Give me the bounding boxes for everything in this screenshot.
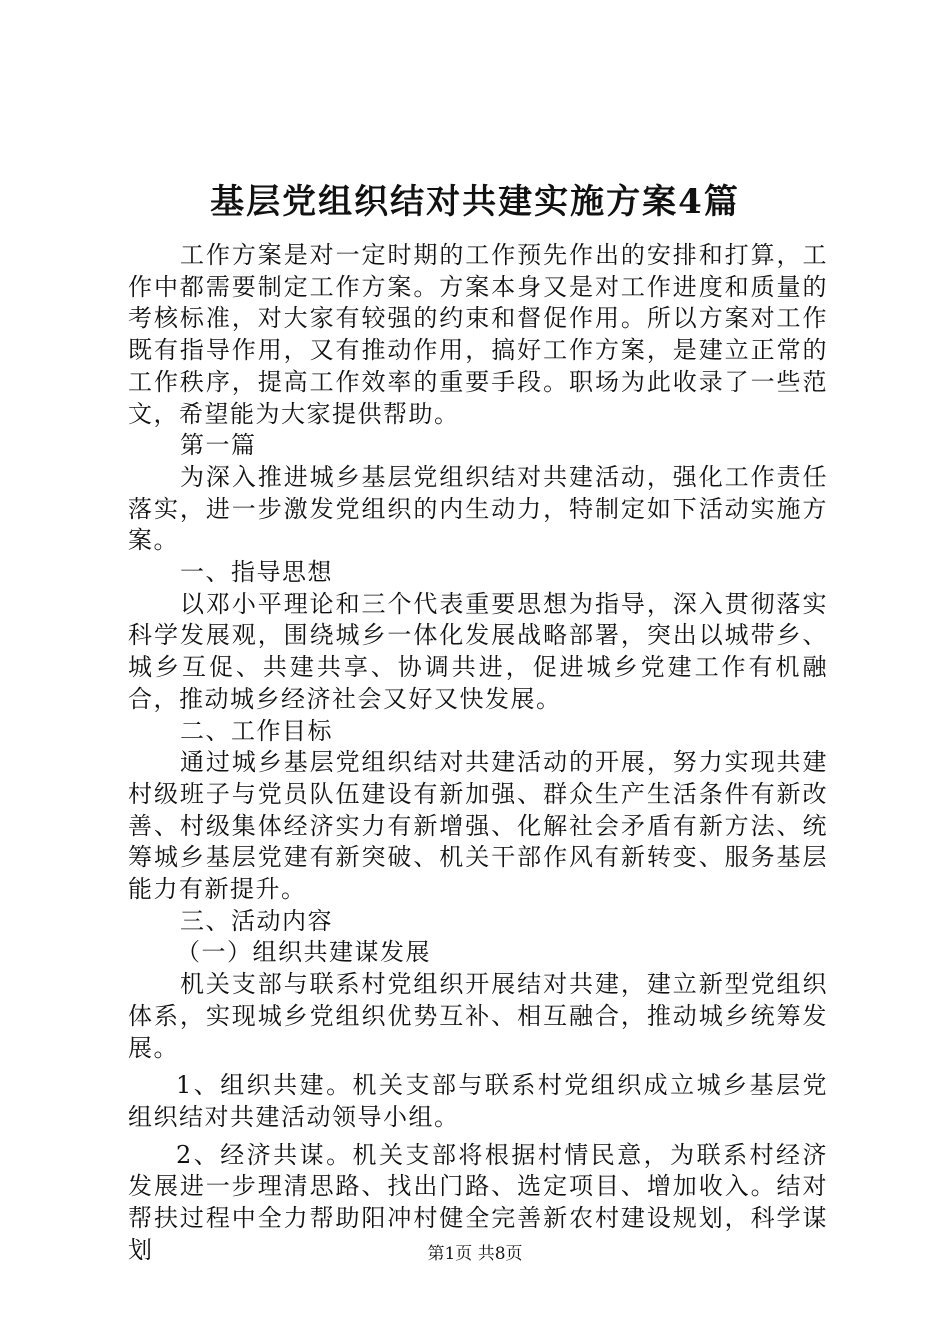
- document-title: 基层党组织结对共建实施方案4篇: [210, 182, 740, 222]
- body-paragraph: 通过城乡基层党组织结对共建活动的开展，努力实现共建村级班子与党员队伍建设有新加强、群众生产生活条件有新改善、村级集体经济实力有新增强、化解社会矛盾有新方法、统筹城乡基层党建有新突破、机关干部作风有新转变、服务基层能力有新提升。: [128, 748, 828, 904]
- body-paragraph: 机关支部与联系村党组织开展结对共建，建立新型党组织体系，实现城乡党组织优势互补、相互融合，推动城乡统筹发展。: [128, 970, 828, 1062]
- intro-paragraph: 工作方案是对一定时期的工作预先作出的安排和打算，工作中都需要制定工作方案。方案本身又是对工作进度和质量的考核标准，对大家有较强的约束和督促作用。所以方案对工作既有指导作用，又有推动作用，搞好工作方案，是建立正常的工作秩序，提高工作效率的重要手段。职场为此收录了一些范文，希望能为大家提供帮助。: [128, 241, 828, 428]
- section-heading-part-one: 第一篇: [180, 431, 257, 460]
- list-item: 1、组织共建。机关支部与联系村党组织成立城乡基层党组织结对共建活动领导小组。: [128, 1071, 828, 1131]
- body-paragraph: 为深入推进城乡基层党组织结对共建活动，强化工作责任落实，进一步激发党组织的内生动力，特制定如下活动实施方案。: [128, 462, 828, 555]
- document-body: [128, 240, 828, 1267]
- page-number-footer: 第1页 共8页: [427, 1244, 523, 1264]
- body-paragraph: 以邓小平理论和三个代表重要思想为指导，深入贯彻落实科学发展观，围绕城乡一体化发展战略部署，突出以城带乡、城乡互促、共建共享、协调共进，促进城乡党建工作有机融合，推动城乡经济社会又好又快发展。: [128, 589, 828, 713]
- section-heading: 三、活动内容: [180, 906, 333, 935]
- section-heading: 二、工作目标: [180, 716, 333, 745]
- list-item: 2、经济共谋。机关支部将根据村情民意，为联系村经济发展进一步理清思路、找出门路、选定项目、增加收入。结对帮扶过程中全力帮助阳冲村健全完善新农村建设规划，科学谋划: [128, 1140, 828, 1264]
- subsection-heading: （一）组织共建谋发展: [176, 938, 431, 967]
- section-heading: 一、指导思想: [180, 558, 333, 587]
